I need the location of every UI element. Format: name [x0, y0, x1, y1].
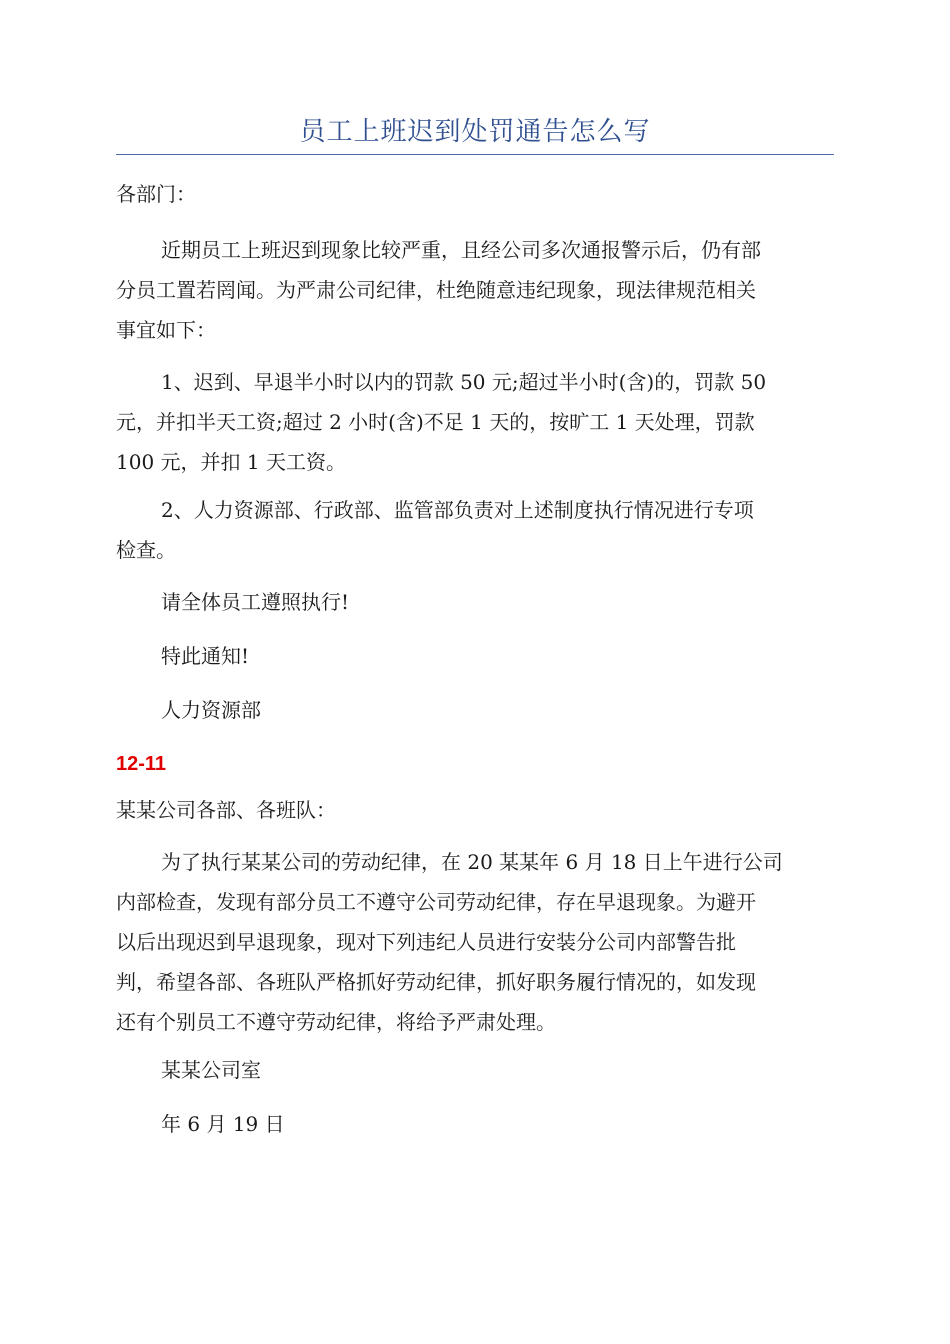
- notice2-line: 还有个别员工不遵守劳动纪律，将给予严肃处理。: [116, 1010, 556, 1034]
- signature-1: 人力资源部: [161, 698, 261, 722]
- closing-line-1: 请全体员工遵照执行!: [161, 590, 350, 614]
- salutation-2: 某某公司各部、各班队：: [116, 798, 336, 822]
- intro-paragraph: [116, 230, 834, 350]
- section-heading: 12-11: [116, 753, 167, 775]
- notice2-line: 内部检查，发现有部分员工不遵守公司劳动纪律，存在早退现象。为避开: [116, 890, 756, 914]
- item2-line: 检查。: [116, 538, 176, 562]
- salutation-1: 各部门：: [116, 182, 196, 206]
- notice2-line: 以后出现迟到早退现象，现对下列违纪人员进行安装分公司内部警告批: [116, 930, 736, 954]
- closing-line-2: 特此通知!: [161, 644, 250, 668]
- intro-line: 事宜如下：: [116, 318, 216, 342]
- rule-item-2: [116, 490, 834, 570]
- notice2-line: 判，希望各部、各班队严格抓好劳动纪律，抓好职务履行情况的，如发现: [116, 970, 756, 994]
- intro-line: 近期员工上班迟到现象比较严重，且经公司多次通报警示后，仍有部: [161, 238, 761, 262]
- notice2-date: 年 6 月 19 日: [161, 1112, 285, 1136]
- item1-line: 1、迟到、早退半小时以内的罚款 50 元;超过半小时(含)的，罚款 50: [161, 370, 767, 394]
- notice2-body: [116, 842, 834, 1042]
- rule-item-1: [116, 362, 834, 482]
- title-underline: [116, 154, 834, 155]
- item1-line: 元，并扣半天工资;超过 2 小时(含)不足 1 天的，按旷工 1 天处理，罚款: [116, 410, 755, 434]
- intro-line: 分员工置若罔闻。为严肃公司纪律，杜绝随意违纪现象，现法律规范相关: [116, 278, 756, 302]
- item2-line: 2、人力资源部、行政部、监管部负责对上述制度执行情况进行专项: [161, 498, 754, 522]
- item1-line: 100 元，并扣 1 天工资。: [116, 450, 346, 474]
- notice2-line: 为了执行某某公司的劳动纪律，在 20 某某年 6 月 18 日上午进行公司: [161, 850, 783, 874]
- document-title: 员工上班迟到处罚通告怎么写: [299, 117, 651, 147]
- signature-2: 某某公司室: [161, 1058, 261, 1082]
